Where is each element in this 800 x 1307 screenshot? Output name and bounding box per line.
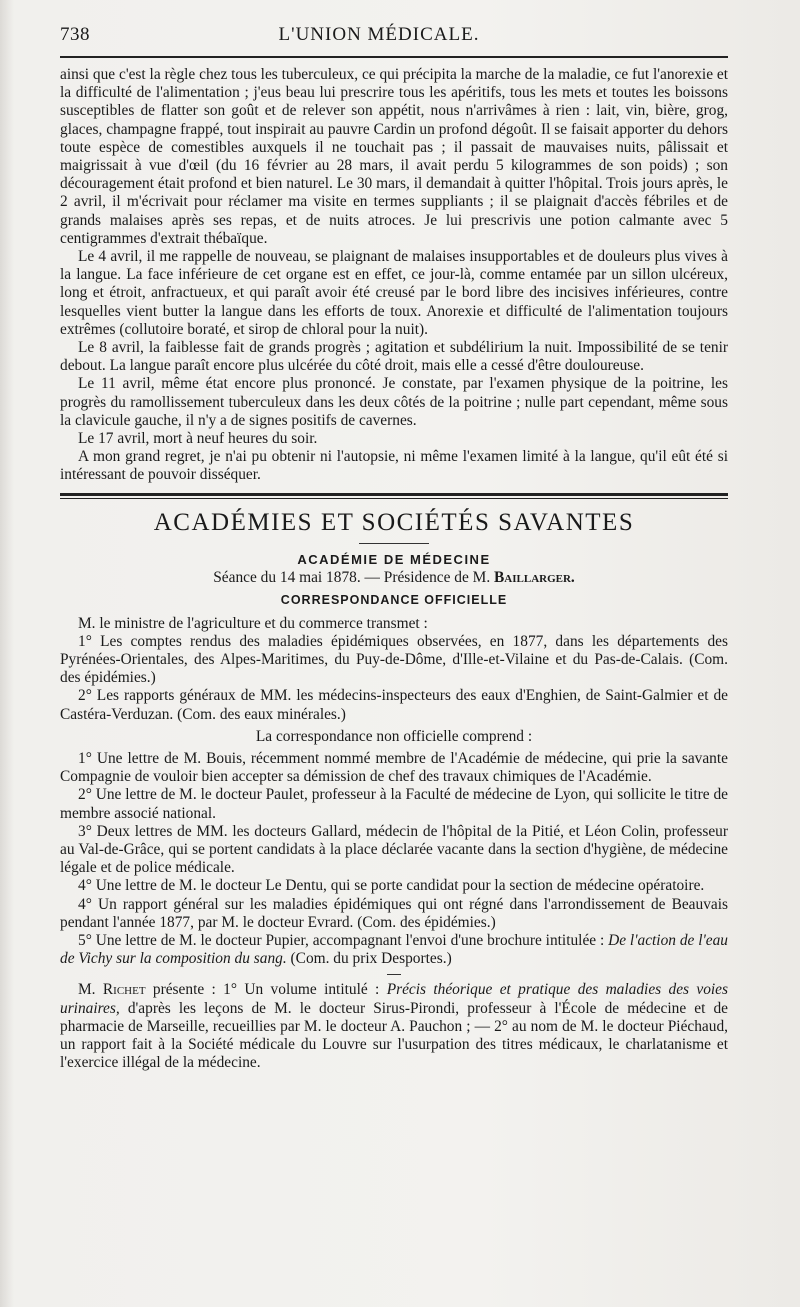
item5-title: De l'action de l'eau de Vichy sur la composition du sang. (60, 931, 729, 968)
section-title: ACADÉMIES ET SOCIÉTÉS SAVANTES (153, 508, 635, 536)
correspondence-heading: CORRESPONDANCE OFFICIELLE (280, 592, 508, 607)
richet-book-title: Précis théorique et pratique des maladies des voies urinaires, (60, 981, 728, 1017)
item5-end: (Com. du prix Desportes.) (286, 950, 452, 968)
richet-text-1: présente : 1° Un volume intitulé : (145, 981, 387, 999)
case-paragraph: Le 8 avril, la faiblesse fait de grands progrès ; agitation et subdélirium la nuit. Impossibilité de se tenir debout. La langue paraît encore plus ulcérée du côté droit, mais elle a cessé d'être douloureuse. (60, 339, 728, 375)
unofficial-intro: La correspondance non officielle comprend : (255, 727, 533, 745)
official-item: 2° Les rapports généraux de MM. les médecins-inspecteurs des eaux d'Enghien, de Saint-Galmier et de Castéra-Verduzan. (Com. des eaux minérales.) (60, 687, 728, 723)
academy-heading: ACADÉMIE DE MÉDECINE (297, 551, 491, 567)
session-text: Séance du 14 mai 1878. — Présidence de M. (213, 568, 495, 586)
case-paragraph: Le 4 avril, il me rappelle de nouveau, se plaignant de malaises insupportables et de douleurs plus vives à la langue. La face inférieure de cet organe est en effet, ce jour-là, comme entamée par un sillon ulcéreux, long et étroit, anfractueux, et qui paraît avoir été creusé par le bord libre des incisives inférieures, contre lesquelles vient butter la langue dans les efforts de toux. Anorexie et difficulté de l'alimentation toujours extrêmes (collutoire boraté, et sirop de chloral pour la nuit). (60, 248, 728, 338)
unofficial-item: 1° Une lettre de M. Bouis, récemment nommé membre de l'Académie de médecine, qui prie la savante Compagnie de vouloir bien accepter sa démission de chef des travaux chimiques de l'Académie. (60, 749, 728, 786)
section-rule (60, 493, 728, 499)
running-head: L'UNION MÉDICALE. (278, 24, 480, 45)
header-rule (60, 56, 728, 58)
session-line (60, 569, 728, 587)
richet-text-2: d'après les leçons de M. le docteur Sirus-Pirondi, professeur à l'École de médecine et de pharmacie de Marseille, recueillies par M. le docteur A. Pauchon ; — 2° au nom de M. le docteur Piéchaud, un rapport fait à la Société médicale du Louvre sur l'usurpation des titres médicaux, le charlatanisme et l'exercice illégal de la médecine. (60, 999, 728, 1072)
official-item: 1° Les comptes rendus des maladies épidémiques observées, en 1877, dans les départements des Pyrénées-Orientales, des Alpes-Maritimes, du Puy-de-Dôme, d'Ille-et-Vilaine et du Pas-de-Calais. (Com. des épidémies.) (60, 632, 728, 687)
title-rule (359, 543, 429, 544)
unofficial-item: 4° Une lettre de M. le docteur Le Dentu, qui se porte candidat pour la section de médecine opératoire. (78, 877, 705, 895)
unofficial-item: 2° Une lettre de M. le docteur Paulet, professeur à la Faculté de médecine de Lyon, qui sollicite le titre de membre associé national. (60, 786, 728, 822)
unofficial-item: 4° Un rapport général sur les maladies épidémiques qui ont régné dans l'arrondissement de Beauvais pendant l'année 1877, par M. le docteur Evrard. (Com. des épidémies.) (60, 895, 728, 931)
session-president: Baillarger. (494, 568, 575, 586)
case-report (60, 66, 728, 485)
unofficial-item-5 (60, 932, 728, 968)
case-paragraph: Le 17 avril, mort à neuf heures du soir. (78, 430, 318, 448)
case-paragraph: Le 11 avril, même état encore plus prononcé. Je constate, par l'examen physique de la poitrine, les progrès du ramollissement tuberculeux dans les deux côtés de la poitrine ; nulle part cependant, même sous la clavicule gauche, il n'y a de signes positifs de cavernes. (60, 375, 728, 429)
official-intro: M. le ministre de l'agriculture et du commerce transmet : (78, 614, 428, 632)
richet-paragraph (60, 981, 728, 1072)
case-paragraph: A mon grand regret, je n'ai pu obtenir ni l'autopsie, ni même l'examen limité à la langue, qu'il eût été si intéressant de pouvoir disséquer. (60, 448, 728, 484)
page-number: 738 (60, 24, 90, 45)
case-paragraph: ainsi que c'est la règle chez tous les tuberculeux, ce qui précipita la marche de la maladie, ce fut l'anorexie et la difficulté de l'alimentation ; j'eus beau lui prescrire tous les apéritifs, tous les mets et toutes les boissons susceptibles de flatter son goût et de relever son appétit, nous n'arrivâmes à rien : lait, vin, bière, grog, glaces, champagne frappé, tout inspirait au pauvre Cardin un profond dégoût. Il se faisait apporter du dehors toute espèce de comestibles auxquels il ne touchait pas ; il passait de mauvaises nuits, pâlissait et maigrissait à vue d'œil (du 16 février au 28 mars, il avait perdu 5 kilogrammes de son poids) ; son découragement était profond et bien naturel. Le 30 mars, il demandait à quitter l'hôpital. Trois jours après, le 2 avril, il m'écrivait pour réclamer ma visite en termes suppliants ; il se plaignait d'accès fébriles et de grands malaises après ses repas, et de nuits atroces. Je lui prescrivis une potion calmante avec 5 centigrammes d'extrait thébaïque. (60, 66, 728, 247)
page-header (60, 24, 728, 50)
richet-name: M. Richet (78, 981, 146, 999)
item5-text: 5° Une lettre de M. le docteur Pupier, accompagnant l'envoi d'une brochure intitulée : (78, 931, 609, 949)
unofficial-item: 3° Deux lettres de MM. les docteurs Gallard, médecin de l'hôpital de la Pitié, et Léon Colin, professeur au Val-de-Grâce, qui se portent candidats à la place déclarée vacante dans la section d'hygiène, de médecine légale et de police médicale. (60, 822, 728, 877)
separator-tick (387, 974, 401, 975)
